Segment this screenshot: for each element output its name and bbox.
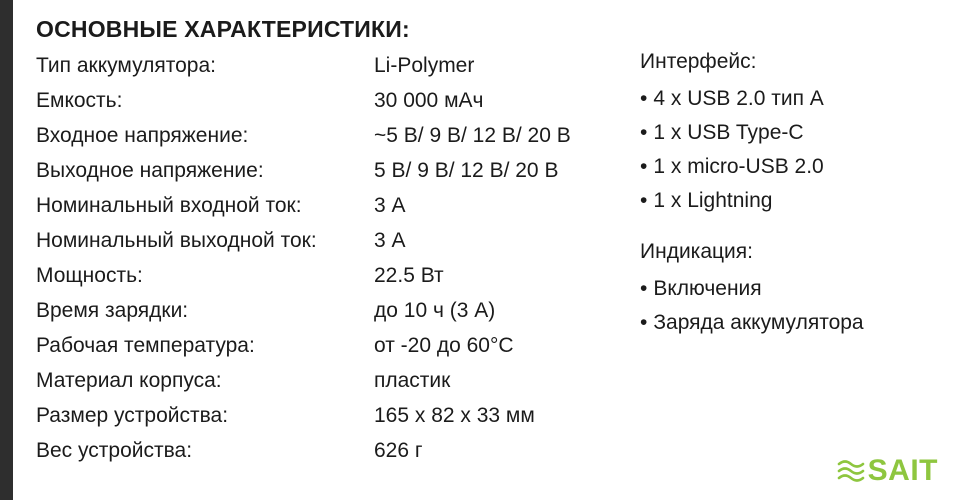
- spec-value: 165 x 82 x 33 мм: [374, 404, 535, 427]
- wave-icon: [836, 456, 866, 486]
- spec-value: ~5 В/ 9 В/ 12 В/ 20 В: [374, 124, 571, 147]
- list-item-label: 1 x micro-USB 2.0: [653, 155, 824, 178]
- spec-label: Номинальный входной ток:: [36, 194, 302, 217]
- bullet-icon: •: [640, 189, 648, 212]
- indication-group: [640, 240, 960, 340]
- specifications-table: [36, 54, 636, 474]
- list-item: [640, 184, 960, 218]
- right-column: [640, 50, 960, 362]
- bullet-icon: •: [640, 155, 648, 178]
- spec-label: Входное напряжение:: [36, 124, 249, 147]
- list-item-label: Включения: [653, 277, 762, 300]
- spec-value: 626 г: [374, 439, 423, 462]
- brand-logo: [836, 456, 938, 486]
- table-row: [36, 369, 636, 404]
- table-row: [36, 159, 636, 194]
- list-item: [640, 306, 960, 340]
- table-row: [36, 54, 636, 89]
- spec-label: Вес устройства:: [36, 439, 193, 462]
- page-title: ОСНОВНЫЕ ХАРАКТЕРИСТИКИ:: [36, 16, 410, 42]
- spec-value: 22.5 Вт: [374, 264, 444, 287]
- list-item-label: Заряда аккумулятора: [653, 311, 864, 334]
- group-title: Интерфейс:: [640, 50, 757, 73]
- interface-group: [640, 50, 960, 218]
- spec-label: Тип аккумулятора:: [36, 54, 216, 77]
- spec-label: Размер устройства:: [36, 404, 229, 427]
- list-item-label: 1 x USB Type-C: [653, 121, 804, 144]
- spec-value: Li-Polymer: [374, 54, 475, 77]
- table-row: [36, 439, 636, 474]
- group-title: Индикация:: [640, 240, 753, 263]
- table-row: [36, 229, 636, 264]
- table-row: [36, 124, 636, 159]
- spec-value: 3 А: [374, 194, 406, 217]
- spec-value: от -20 до 60°С: [374, 334, 514, 357]
- spec-value: пластик: [374, 369, 451, 392]
- table-row: [36, 404, 636, 439]
- bullet-icon: •: [640, 311, 648, 334]
- spec-label: Емкость:: [36, 89, 123, 112]
- content-area: [13, 0, 960, 500]
- spec-value: 5 В/ 9 В/ 12 В/ 20 В: [374, 159, 559, 182]
- spec-label: Время зарядки:: [36, 299, 189, 322]
- list-item-label: 1 x Lightning: [653, 189, 773, 212]
- spec-label: Номинальный выходной ток:: [36, 229, 317, 252]
- table-row: [36, 299, 636, 334]
- spec-value: 3 А: [374, 229, 406, 252]
- list-item: [640, 150, 960, 184]
- spec-label: Рабочая температура:: [36, 334, 255, 357]
- spec-label: Мощность:: [36, 264, 143, 287]
- table-row: [36, 264, 636, 299]
- bullet-icon: •: [640, 121, 648, 144]
- table-row: [36, 334, 636, 369]
- list-item-label: 4 x USB 2.0 тип А: [653, 87, 824, 110]
- spec-value: до 10 ч (3 А): [374, 299, 496, 322]
- left-accent-bar: [0, 0, 13, 500]
- list-item: [640, 272, 960, 306]
- spec-label: Материал корпуса:: [36, 369, 222, 392]
- list-item: [640, 82, 960, 116]
- spec-label: Выходное напряжение:: [36, 159, 264, 182]
- bullet-icon: •: [640, 87, 648, 110]
- table-row: [36, 89, 636, 124]
- list-item: [640, 116, 960, 150]
- spec-value: 30 000 мАч: [374, 89, 484, 112]
- logo-text: SAIT: [867, 454, 938, 487]
- bullet-icon: •: [640, 277, 648, 300]
- table-row: [36, 194, 636, 229]
